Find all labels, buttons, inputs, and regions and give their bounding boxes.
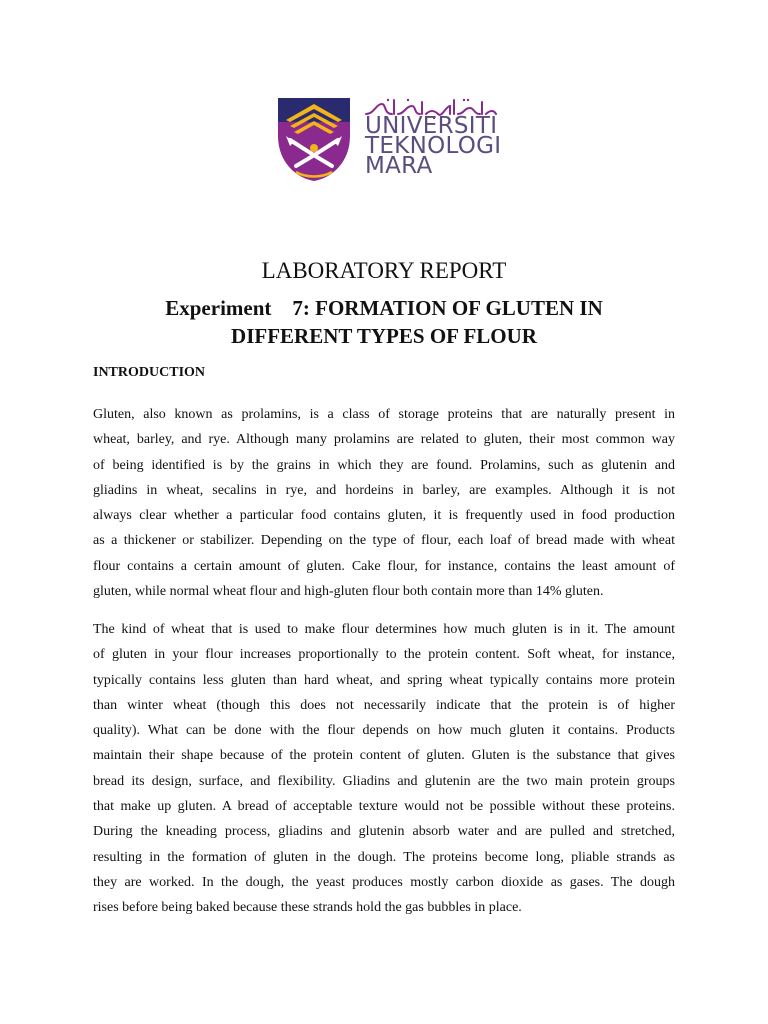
paragraph-line: The kind of wheat that is used to make flour determines how much gluten is in it. The amount: [93, 622, 675, 637]
paragraph-line: typically contains less gluten than hard wheat, and spring wheat typically contains more protein: [93, 672, 675, 688]
paragraph-line: Gluten, also known as prolamins, is a class of storage proteins that are naturally present in: [93, 407, 675, 422]
uitm-crest-icon: [276, 96, 352, 182]
paragraph-line: of being identified is by the grains in which they are found. Prolamins, such as glutenin and: [93, 457, 675, 473]
section-heading-introduction: INTRODUCTION: [93, 365, 206, 380]
paragraph-line: flour contains a certain amount of gluten. Cake flour, for instance, contains the least amount of: [93, 558, 675, 574]
paragraph-line: as a thickener or stabilizer. Depending on the type of flour, each loaf of bread made with wheat: [93, 533, 675, 549]
paragraph-2: [93, 617, 675, 921]
paragraph-line: of gluten in your flour increases proportionally to the protein content. Soft wheat, for instance,: [93, 647, 675, 663]
paragraph-line: wheat, barley, and rye. Although many prolamins are related to gluten, their most common way: [93, 432, 675, 448]
experiment-title-line-2: DIFFERENT TYPES OF FLOUR: [231, 324, 537, 348]
paragraph-line: than winter wheat (though this does not necessarily indicate that the protein is of higher: [93, 697, 675, 713]
paragraph-line: always clear whether a particular food contains gluten, it is frequently used in food production: [93, 508, 675, 524]
paragraph-1: [93, 402, 675, 604]
paragraph-line: gluten, while normal wheat flour and high-gluten flour both contain more than 14% gluten.: [93, 584, 604, 600]
university-logo: [276, 96, 502, 184]
paragraph-line: gliadins in wheat, secalins in rye, and hordeins in barley, are examples. Although it is not: [93, 482, 675, 498]
paragraph-line: rises before being baked because these strands hold the gas bubbles in place.: [93, 900, 522, 916]
paragraph-line: they are worked. In the dough, the yeast produces mostly carbon dioxide as gases. The dough: [93, 874, 675, 890]
paragraph-line: quality). What can be done with the flour depends on how much gluten it contains. Products: [93, 723, 675, 739]
paragraph-line: that make up gluten. A bread of acceptable texture would not be possible without these proteins.: [93, 799, 675, 815]
paragraph-line: bread its design, surface, and flexibility. Gliadins and glutenin are the two main protein groups: [93, 773, 675, 789]
experiment-title: [80, 294, 688, 350]
paragraph-line: maintain their shape because of the protein content of gluten. Gluten is the substance that gives: [93, 748, 675, 764]
paragraph-line: resulting in the formation of gluten in the dough. The proteins become long, pliable strands as: [93, 849, 675, 865]
report-title: LABORATORY REPORT: [261, 258, 507, 283]
university-name: [365, 113, 505, 179]
logo-line-1: UNIVERSITI: [365, 113, 498, 139]
paragraph-line: During the kneading process, gliadins and glutenin absorb water and are pulled and stretched,: [93, 824, 675, 840]
experiment-title-line-1: Experiment 7: FORMATION OF GLUTEN IN: [165, 296, 603, 320]
logo-line-2: TEKNOLOGI: [365, 133, 502, 159]
logo-line-3: MARA: [365, 153, 433, 179]
